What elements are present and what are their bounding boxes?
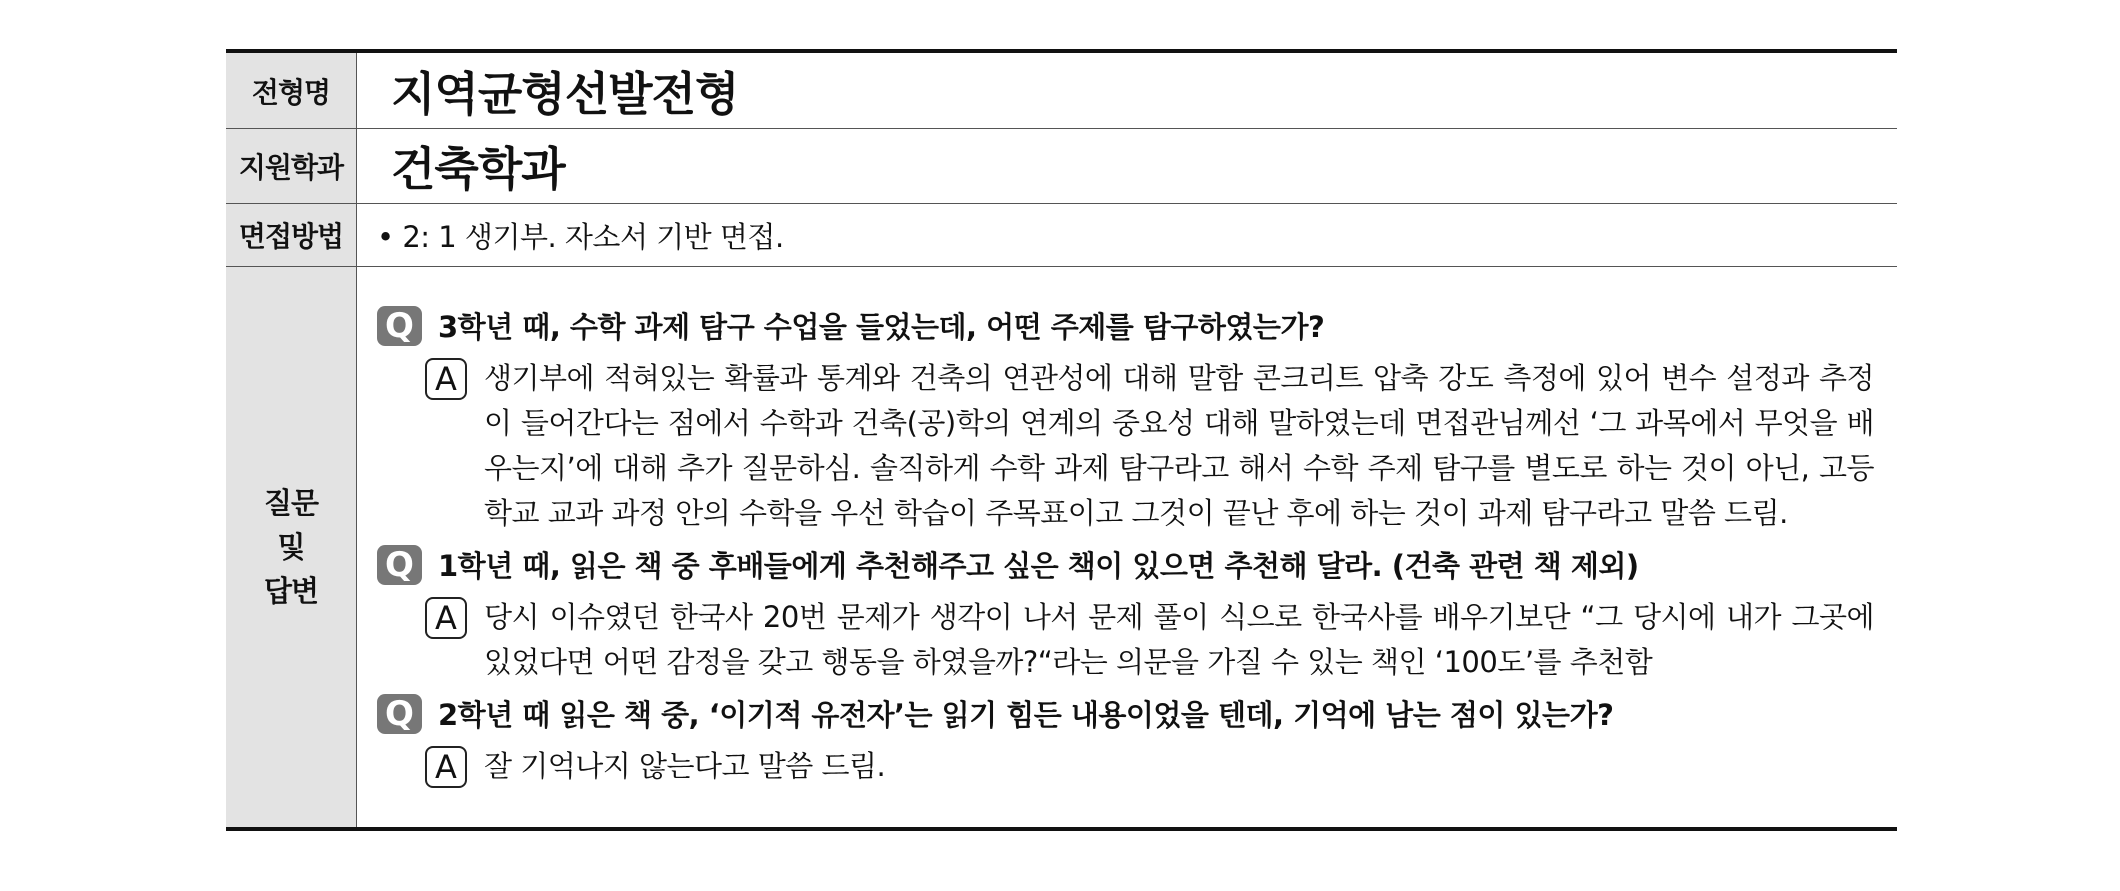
- admission-type-label: 전형명: [226, 51, 357, 129]
- interview-method-cell: [357, 204, 1898, 267]
- qa-list: [377, 283, 1883, 811]
- row-major: [226, 129, 1897, 204]
- answer-item: [425, 595, 1883, 685]
- answer-badge: A: [425, 358, 467, 400]
- qa-content-cell: [357, 267, 1898, 830]
- question-text: 1학년 때, 읽은 책 중 후배들에게 추천해주고 싶은 책이 있으면 추천해 달라. (건축 관련 책 제외): [438, 549, 1639, 583]
- row-questions-answers: [226, 267, 1897, 830]
- answer-item: [425, 356, 1883, 536]
- question-item: [377, 693, 1883, 734]
- answer-text: 생기부에 적혀있는 확률과 통계와 건축의 연관성에 대해 말함 콘크리트 압축 강도 측정에 있어 변수 설정과 추정이 들어간다는 점에서 수학과 건축(공)학의 연계의 중요성 대해 말하였는데 면접관님께선 ‘그 과목에서 무엇을 배우는지’에 대해 추가 질문하심. 솔직하게 수학 과제 탐구라고 해서 수학 주제 탐구를 별도로 하는 것이 아닌, 고등학교 교과 과정 안의 수학을 우선 학습이 주목표이고 그것이 끝난 후에 하는 것이 과제 탐구라고 말씀 드림.: [484, 361, 1874, 530]
- interview-method-label: 면접방법: [226, 204, 357, 267]
- qa-label-cell: [226, 267, 357, 830]
- answer-text: 당시 이슈였던 한국사 20번 문제가 생각이 나서 문제 풀이 식으로 한국사를 배우기보단 “그 당시에 내가 그곳에 있었다면 어떤 감정을 갖고 행동을 하였을까?“라는 의문을 가질 수 있는 책인 ‘100도’를 추천함: [484, 600, 1874, 679]
- qa-label-line: 및: [277, 530, 305, 564]
- question-badge: Q: [377, 694, 422, 734]
- interview-info-table: [226, 49, 1897, 831]
- major-label: 지원학과: [226, 129, 357, 204]
- major-value: 건축학과: [391, 142, 565, 196]
- question-badge: Q: [377, 545, 422, 585]
- question-badge: Q: [377, 306, 422, 346]
- qa-label-line: 답변: [263, 574, 319, 608]
- question-item: [377, 305, 1883, 346]
- answer-badge: A: [425, 597, 467, 639]
- answer-text: 잘 기억나지 않는다고 말씀 드림.: [484, 749, 886, 783]
- row-admission-type: [226, 51, 1897, 129]
- row-interview-method: [226, 204, 1897, 267]
- answer-item: [425, 744, 1883, 789]
- admission-type-cell: [357, 51, 1898, 129]
- qa-label: [226, 481, 356, 613]
- major-cell: [357, 129, 1898, 204]
- question-text: 3학년 때, 수학 과제 탐구 수업을 들었는데, 어떤 주제를 탐구하였는가?: [438, 310, 1325, 344]
- answer-badge: A: [425, 746, 467, 788]
- admission-type-value: 지역균형선발전형: [391, 66, 739, 121]
- question-item: [377, 544, 1883, 585]
- qa-label-line: 질문: [263, 486, 319, 520]
- question-text: 2학년 때 읽은 책 중, ‘이기적 유전자’는 읽기 힘든 내용이었을 텐데, 기억에 남는 점이 있는가?: [438, 698, 1614, 732]
- interview-method-value: • 2: 1 생기부. 자소서 기반 면접.: [377, 219, 784, 254]
